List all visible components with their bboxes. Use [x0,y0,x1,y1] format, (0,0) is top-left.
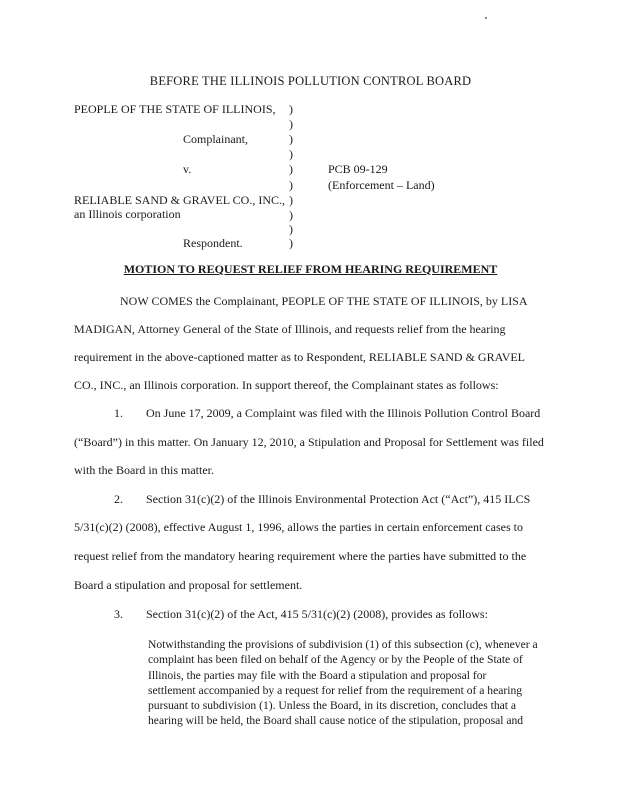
paragraph-line: with the Board in this matter. [74,463,214,477]
scan-speck [485,17,487,19]
intro-line: NOW COMES the Complainant, PEOPLE OF THE STATE OF ILLINOIS, by LISA [120,294,528,308]
paragraph-line: request relief from the mandatory hearing requirement where the parties have submitted to the [74,549,527,563]
paragraph-number: 1. [114,406,123,420]
paragraph-number: 3. [114,607,123,621]
quote-line: Illinois, the parties may file with the Board a stipulation and proposal for [148,668,487,682]
block-quote [148,637,548,729]
caption-versus: v. [183,162,192,176]
caption-plaintiff-role: Complainant, [183,132,248,146]
paragraph-line: 5/31(c)(2) (2008), effective August 1, 1996, allows the parties in certain enforcement cases to [74,520,523,534]
caption-paren: ) [289,132,293,146]
caption-paren: ) [289,236,293,250]
paragraph-line: Section 31(c)(2) of the Illinois Environmental Protection Act (“Act”), 415 ILCS [146,492,531,506]
intro-line: CO., INC., an Illinois corporation. In support thereof, the Complainant states as follows: [74,378,499,392]
caption-paren: ) [289,208,293,222]
caption-paren: ) [289,117,293,131]
caption-defendant-role: Respondent. [183,236,243,250]
caption-paren: ) [289,222,293,236]
intro-line: requirement in the above-captioned matter as to Respondent, RELIABLE SAND & GRAVEL [74,350,526,364]
quote-line: hearing will be held, the Board shall cause notice of the stipulation, proposal and [148,714,524,728]
paragraph-line: On June 17, 2009, a Complaint was filed with the Illinois Pollution Control Board [146,406,541,420]
caption-defendant: RELIABLE SAND & GRAVEL CO., INC., [74,193,286,207]
paragraph-line: (“Board”) in this matter. On January 12, 2010, a Stipulation and Proposal for Settlement was filed [74,435,544,449]
paragraph-number: 2. [114,492,123,506]
paragraph-line: Board a stipulation and proposal for settlement. [74,578,303,592]
quote-line: settlement accompanied by a request for relief from the requirement of a hearing [148,683,523,697]
motion-title: MOTION TO REQUEST RELIEF FROM HEARING REQUIREMENT [123,262,498,276]
quote-line: pursuant to subdivision (1). Unless the Board, in its discretion, concludes that a [148,699,517,713]
caption-paren: ) [289,193,293,207]
case-number: PCB 09-129 [328,162,388,176]
caption-paren: ) [289,178,293,192]
quote-line: complaint has been filed on behalf of the Agency or by the People of the State of [148,653,523,667]
caption-defendant-desc: an Illinois corporation [74,207,181,221]
caption-paren: ) [289,147,293,161]
paragraph-line: Section 31(c)(2) of the Act, 415 5/31(c)(2) (2008), provides as follows: [146,607,488,621]
intro-line: MADIGAN, Attorney General of the State of Illinois, and requests relief from the hearing [74,322,506,336]
case-type: (Enforcement – Land) [328,178,435,192]
court-heading: BEFORE THE ILLINOIS POLLUTION CONTROL BOARD [149,74,472,88]
caption-plaintiff: PEOPLE OF THE STATE OF ILLINOIS, [74,102,276,116]
quote-line: Notwithstanding the provisions of subdivision (1) of this subsection (c), whenever a [148,638,538,651]
caption-paren: ) [289,102,293,116]
caption-paren: ) [289,162,293,176]
